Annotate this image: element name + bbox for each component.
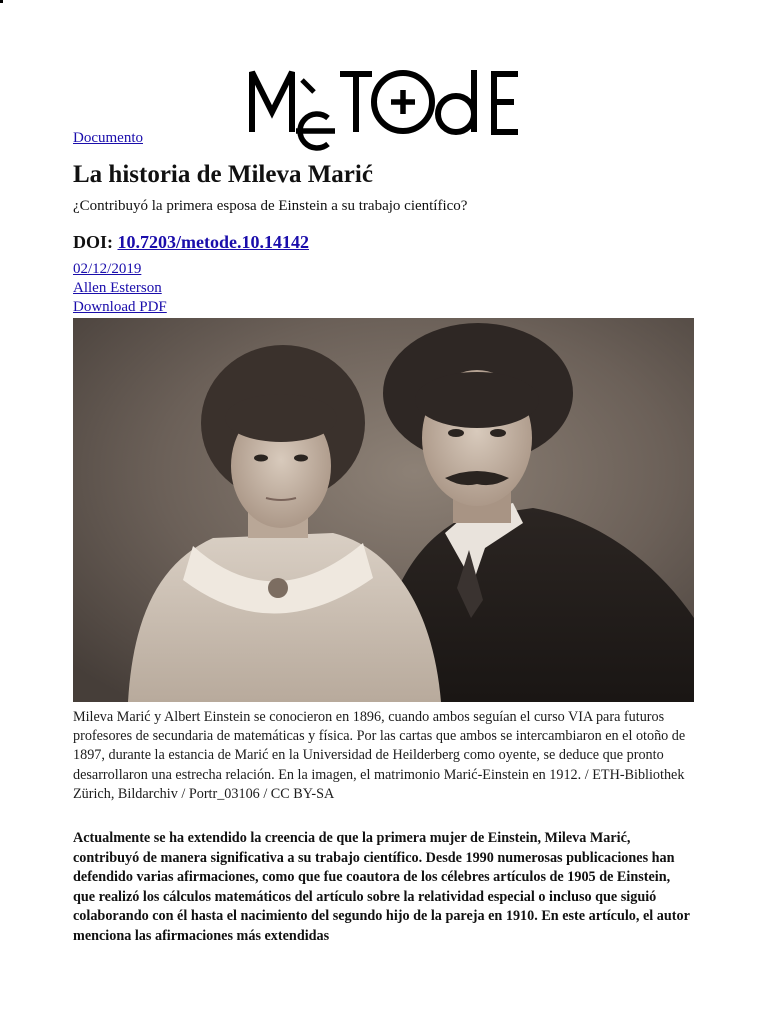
doi-label: DOI: [73, 232, 113, 252]
photo-caption: Mileva Marić y Albert Einstein se conocieron en 1896, cuando ambos seguían el curso VIA para futuros profesores de secundaria de matemáticas y física. Por las cartas que ambos se intercambiaron en el otoño de 1897, durante la estancia de Marić en la Universidad de Heilderberg como oyente, se deduce que pronto desarrollaron una estrecha relación. En la imagen, el matrimonio Marić-Einstein en 1912. / ETH-Bibliothek Zürich, Bildarchiv / Portr_03106 / CC BY-SA [73, 709, 686, 802]
category-link[interactable]: Documento [73, 130, 143, 146]
author-link[interactable]: Allen Esterson [73, 280, 162, 296]
article-lead: Actualmente se ha extendido la creencia de que la primera mujer de Einstein, Mileva Marić, contribuyó de manera significativa a su trabajo científico. Desde 1990 numerosas publicaciones han defendido varias afirmaciones, como que fue coautora de los célebres artículos de 1905 de Einstein, que realizó los cálculos matemáticos del artículo sobre la relatividad especial o incluso que siguió colaborando con él hasta el nacimiento del segundo hijo de la pareja en 1910. En este artículo, el autor menciona las afirmaciones más extendidas [73, 830, 690, 944]
metode-logo[interactable] [248, 60, 524, 160]
date-link[interactable]: 02/12/2019 [73, 261, 142, 277]
article-title: La historia de Mileva Marić [73, 161, 373, 188]
download-pdf-link[interactable]: Download PDF [73, 299, 167, 315]
page-corner-mark [0, 0, 3, 3]
portrait-photo [73, 318, 694, 702]
article-subtitle: ¿Contribuyó la primera esposa de Einstein a su trabajo científico? [73, 198, 468, 214]
doi-link[interactable]: 10.7203/metode.10.14142 [117, 232, 309, 252]
doi-line [73, 231, 309, 253]
